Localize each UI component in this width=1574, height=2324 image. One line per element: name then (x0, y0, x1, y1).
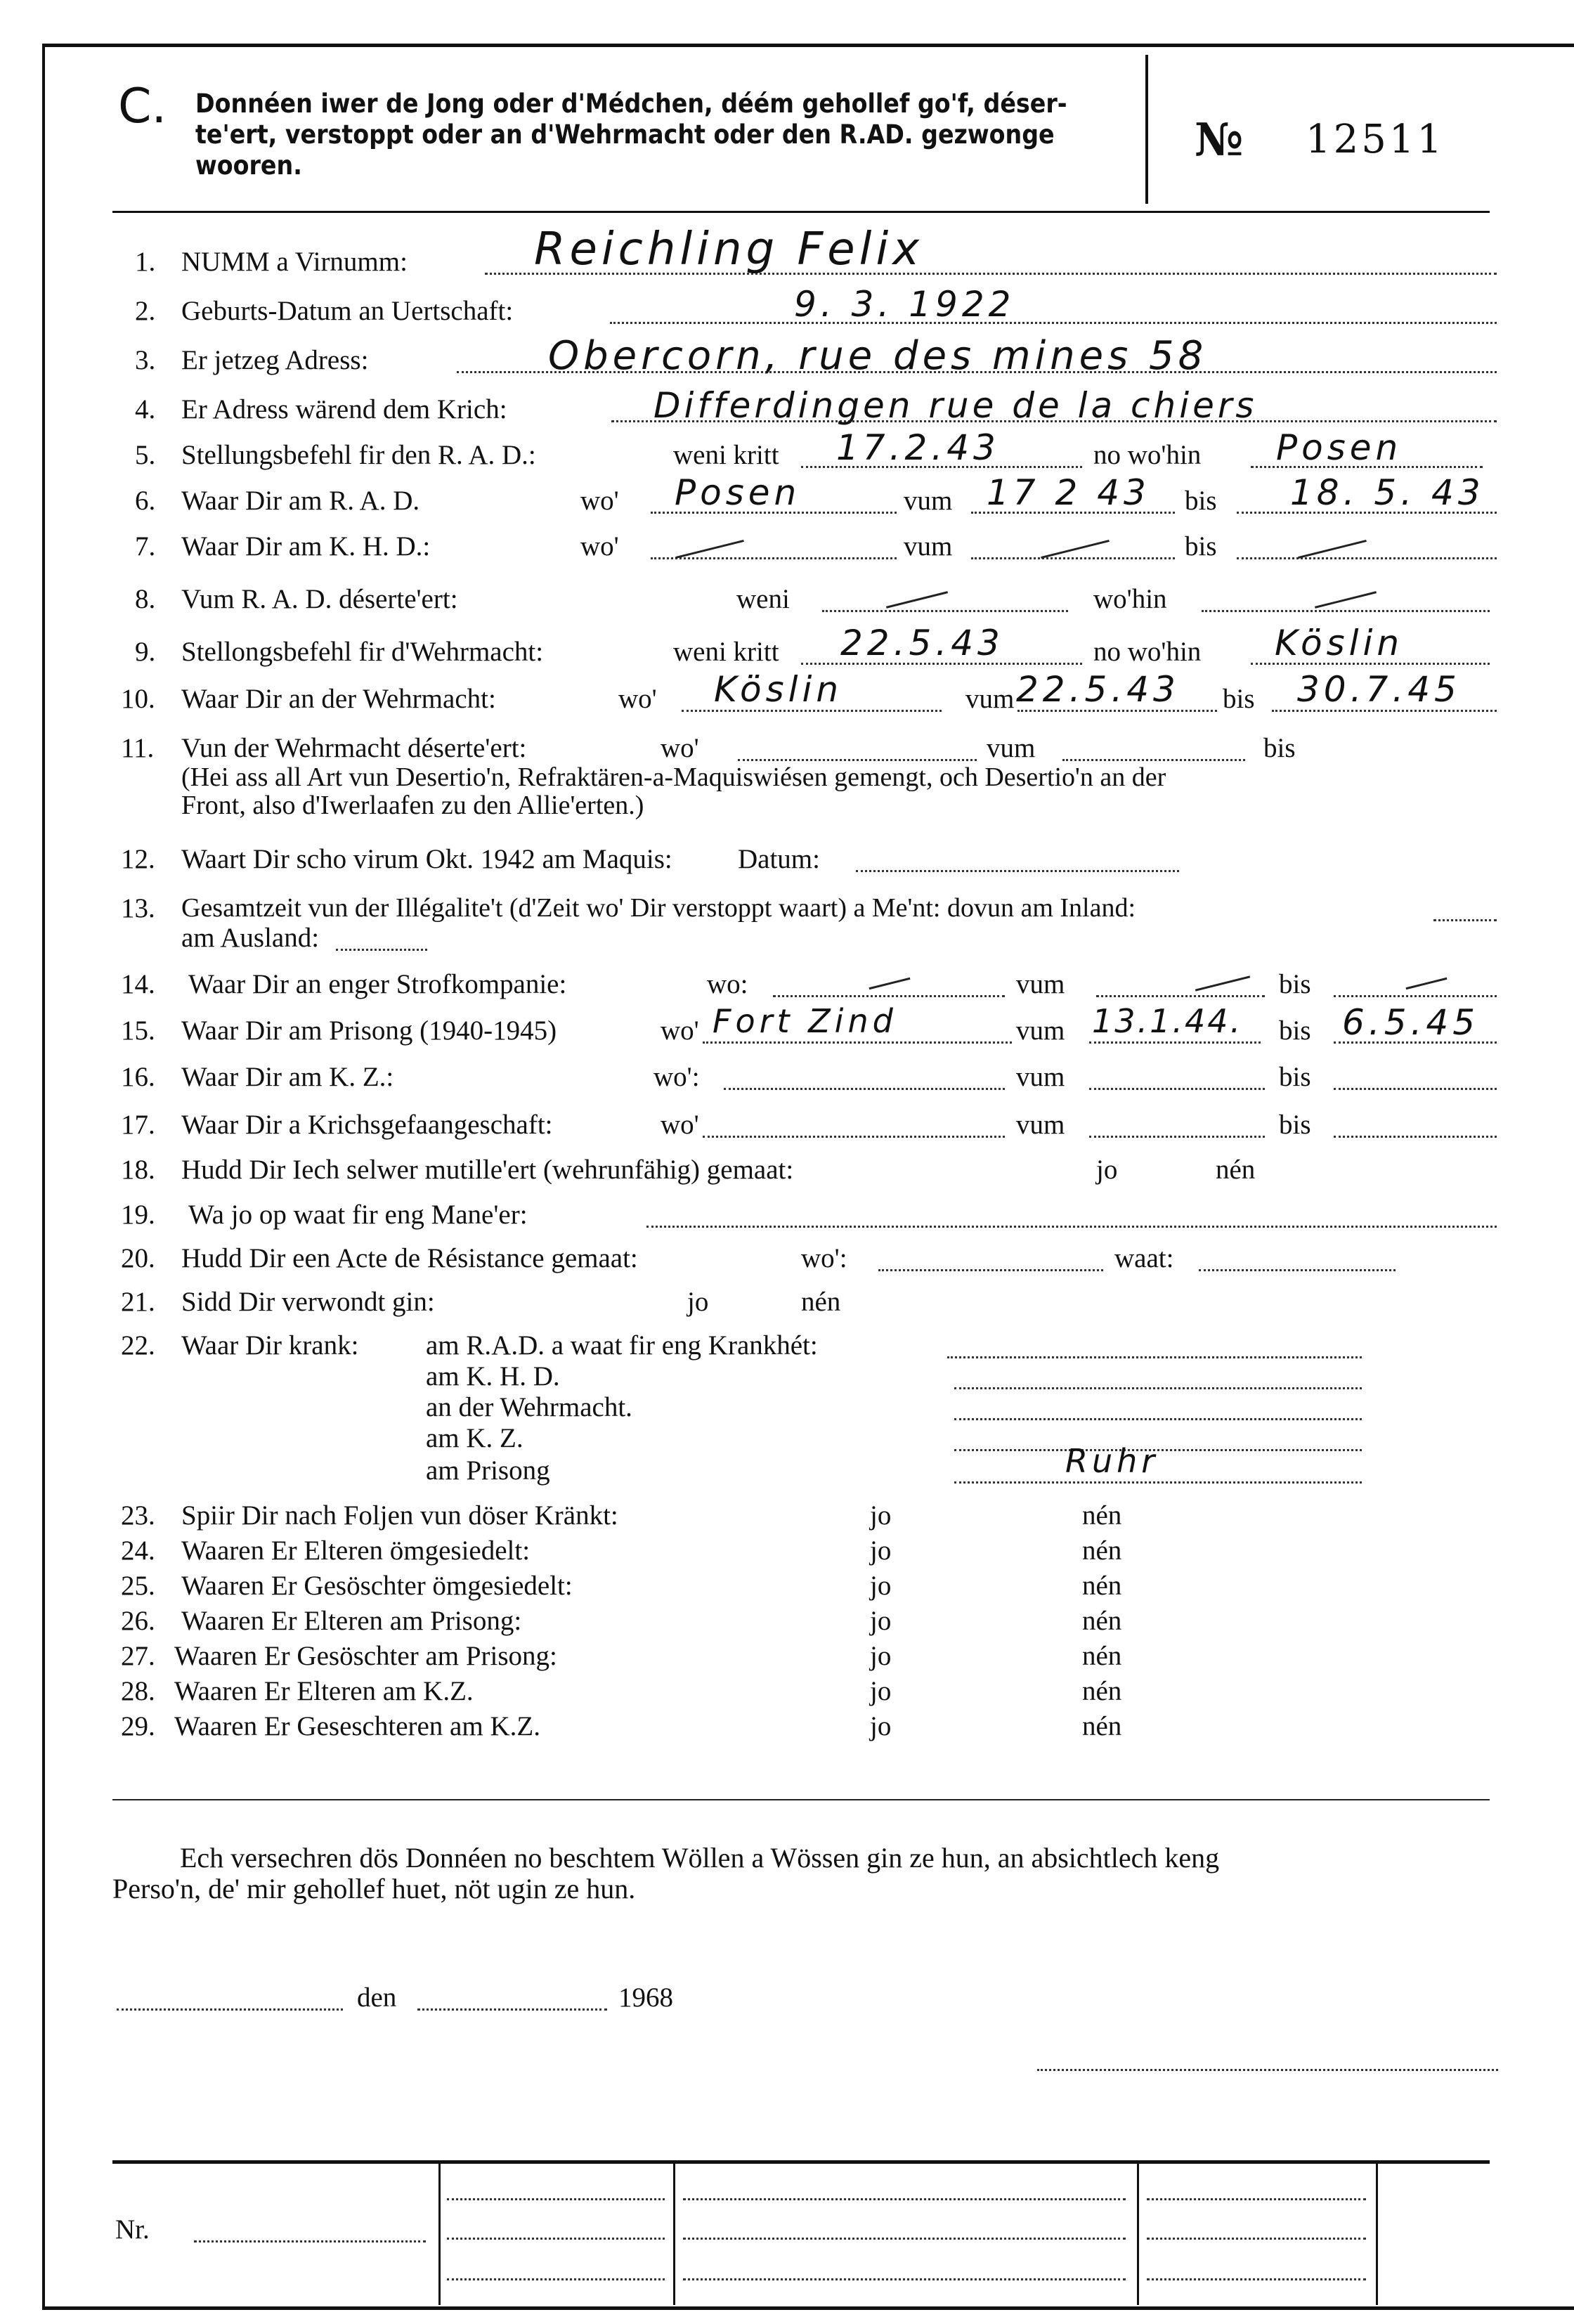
row-8-num: 8. (135, 584, 156, 614)
row-21-num: 21. (121, 1287, 155, 1317)
row-19-label: Wa jo op waat fir eng Mane'er: (188, 1200, 528, 1230)
row-18-no[interactable]: nén (1216, 1155, 1256, 1185)
row-7-field-a[interactable] (651, 557, 897, 559)
header-divider (1145, 55, 1148, 204)
declaration-rule (112, 1799, 1490, 1800)
rad-from-handwritten: 17 2 43 (987, 472, 1150, 513)
row-27-label: Waaren Er Gesöschter am Prisong: (174, 1641, 557, 1671)
row-15-a: wo' (661, 1015, 699, 1046)
row-11-note-2: Front, also d'Iwerlaafen zu den Allie'erten.) (181, 791, 644, 820)
row-22-field-khd[interactable] (954, 1387, 1362, 1389)
den-label: den (357, 1982, 397, 2013)
prison-to-handwritten: 6.5.45 (1342, 1002, 1480, 1043)
row-14-field-a[interactable] (773, 995, 1005, 997)
row-18-yes[interactable]: jo (1096, 1155, 1118, 1185)
row-21-label: Sidd Dir verwondt gin: (181, 1287, 435, 1317)
row-7-field-b[interactable] (971, 557, 1175, 559)
row-14-c: bis (1279, 969, 1311, 999)
row-10-field-b[interactable] (1017, 710, 1217, 712)
row-28-label: Waaren Er Elteren am K.Z. (174, 1676, 474, 1706)
form-title-line-1: Donnéen iwer de Jong oder d'Médchen, déém gehollef go'f, déser- (195, 89, 1067, 119)
footer-col-1 (438, 2163, 441, 2305)
footer-col-2 (673, 2163, 675, 2305)
footer-field-c1[interactable] (1147, 2198, 1366, 2200)
row-1-num: 1. (135, 247, 156, 277)
row-15-field-a[interactable] (703, 1041, 1012, 1044)
date-field[interactable] (417, 2008, 607, 2011)
row-8-a: weni (736, 584, 790, 614)
footer-field-a2[interactable] (447, 2238, 665, 2240)
row-16-c: bis (1279, 1062, 1311, 1092)
row-22-field-rad[interactable] (947, 1356, 1362, 1358)
row-27-yes[interactable]: jo (870, 1641, 892, 1671)
footer-field-c2[interactable] (1147, 2238, 1366, 2240)
footer-field-b3[interactable] (683, 2278, 1126, 2280)
row-25-label: Waaren Er Gesöschter ömgesiedelt: (181, 1571, 573, 1601)
row-29-no[interactable]: nén (1082, 1711, 1122, 1741)
row-16-field-c[interactable] (1334, 1088, 1497, 1090)
row-15-num: 15. (121, 1015, 155, 1046)
row-2-field[interactable] (610, 322, 1497, 324)
row-20-field-a[interactable] (878, 1269, 1103, 1271)
row-22-rad: am R.A.D. a waat fir eng Krankhét: (426, 1330, 818, 1361)
row-21-no[interactable]: nén (801, 1287, 841, 1317)
row-13-cont: am Ausland: (181, 923, 320, 953)
declaration-line-1: Ech versechren dös Donnéen no beschtem Wöllen a Wössen gin ze hun, an absichtlech keng (180, 1842, 1220, 1874)
form-title-line-3: wooren. (195, 150, 302, 181)
row-22-num: 22. (121, 1330, 155, 1361)
row-22-sub-3: am K. Z. (426, 1423, 523, 1453)
row-26-yes[interactable]: jo (870, 1606, 892, 1636)
row-20-b: waat: (1114, 1243, 1174, 1273)
row-16-field-b[interactable] (1089, 1088, 1265, 1090)
footer-col-3 (1137, 2163, 1139, 2305)
row-28-num: 28. (121, 1676, 155, 1706)
row-16-a: wo': (653, 1062, 700, 1092)
row-17-field-a[interactable] (703, 1136, 1005, 1138)
row-15-b: vum (1016, 1015, 1065, 1046)
row-14-label: Waar Dir an enger Strofkompanie: (188, 969, 567, 999)
form-letter: C. (118, 79, 167, 134)
row-20-label: Hudd Dir een Acte de Résistance gemaat: (181, 1243, 638, 1273)
wm-order-where-handwritten: Köslin (1275, 623, 1404, 663)
row-13-label: Gesamtzeit vun der Illégalite't (d'Zeit wo' Dir verstoppt waart) a Me'nt: dovun am Inland: (181, 893, 1136, 923)
row-9-b: no wo'hin (1093, 637, 1202, 667)
row-17-label: Waar Dir a Krichsgefaangeschaft: (181, 1110, 553, 1140)
row-12-a: Datum: (738, 844, 820, 874)
row-20-a: wo': (801, 1243, 847, 1273)
row-6-a: wo' (580, 486, 619, 516)
row-10-a: wo' (618, 684, 657, 714)
row-2-num: 2. (135, 296, 156, 326)
row-7-num: 7. (135, 531, 156, 561)
row-7-field-c[interactable] (1237, 557, 1497, 559)
row-12-field[interactable] (856, 870, 1179, 872)
row-17-field-c[interactable] (1334, 1136, 1497, 1138)
rad-order-where-handwritten: Posen (1276, 427, 1403, 468)
row-6-label: Waar Dir am R. A. D. (181, 486, 420, 516)
wm-to-handwritten: 30.7.45 (1297, 669, 1461, 710)
row-16-num: 16. (121, 1062, 155, 1092)
row-9-label: Stellongsbefehl fir d'Wehrmacht: (181, 637, 544, 667)
row-5-label: Stellungsbefehl fir den R. A. D.: (181, 440, 536, 470)
form-title-line-2: te'ert, verstoppt oder an d'Wehrmacht oder den R.AD. gezwonge (195, 119, 1055, 150)
row-24-yes[interactable]: jo (870, 1536, 892, 1566)
row-5-a: weni kritt (673, 440, 779, 470)
row-7-label: Waar Dir am K. H. D.: (181, 531, 431, 561)
row-17-num: 17. (121, 1110, 155, 1140)
row-10-field-a[interactable] (682, 710, 942, 712)
row-26-num: 26. (121, 1606, 155, 1636)
row-14-a: wo: (707, 969, 748, 999)
row-11-c: bis (1263, 733, 1296, 763)
row-11-num: 11. (121, 733, 155, 763)
row-13-field-ausland[interactable] (336, 949, 427, 951)
row-3-label: Er jetzeg Adress: (181, 345, 369, 375)
row-10-label: Waar Dir an der Wehrmacht: (181, 684, 496, 714)
row-14-num: 14. (121, 969, 155, 999)
row-10-field-c[interactable] (1272, 710, 1497, 712)
row-21-yes[interactable]: jo (687, 1287, 709, 1317)
rad-to-handwritten: 18. 5. 43 (1290, 472, 1485, 513)
prison-from-handwritten: 13.1.44. (1092, 1002, 1243, 1040)
row-23-label: Spiir Dir nach Foljen vun döser Kränkt: (181, 1500, 618, 1531)
row-22-sub-2: an der Wehrmacht. (426, 1392, 632, 1422)
row-18-label: Hudd Dir Iech selwer mutille'ert (wehrunfähig) gemaat: (181, 1155, 794, 1185)
row-28-no[interactable]: nén (1082, 1676, 1122, 1706)
row-4-label: Er Adress wärend dem Krich: (181, 394, 507, 424)
row-20-num: 20. (121, 1243, 155, 1273)
number-label: № (1195, 114, 1244, 167)
row-17-b: vum (1016, 1110, 1065, 1140)
place-field[interactable] (117, 2008, 343, 2011)
row-24-label: Waaren Er Elteren ömgesiedelt: (181, 1536, 531, 1566)
row-7-a: wo' (580, 531, 619, 561)
year-label: 1968 (618, 1982, 673, 2013)
row-25-no[interactable]: nén (1082, 1571, 1122, 1601)
row-23-yes[interactable]: jo (870, 1500, 892, 1531)
row-15-field-b[interactable] (1089, 1041, 1261, 1044)
row-16-b: vum (1016, 1062, 1065, 1092)
row-22-sub-1: am K. H. D. (426, 1361, 560, 1391)
row-8-b: wo'hin (1093, 584, 1167, 614)
row-17-field-b[interactable] (1089, 1136, 1265, 1138)
row-28-yes[interactable]: jo (870, 1676, 892, 1706)
row-27-no[interactable]: nén (1082, 1641, 1122, 1671)
row-15-label: Waar Dir am Prisong (1940-1945) (181, 1015, 557, 1046)
row-16-field-a[interactable] (724, 1088, 1005, 1090)
row-3-num: 3. (135, 345, 156, 375)
row-6-num: 6. (135, 486, 156, 516)
footer-field-a1[interactable] (447, 2198, 665, 2200)
row-20-field-b[interactable] (1199, 1269, 1396, 1271)
row-29-yes[interactable]: jo (870, 1711, 892, 1741)
row-8-field-a[interactable] (822, 610, 1068, 612)
war-address-handwritten: Differdingen rue de la chiers (653, 385, 1258, 426)
row-14-field-b[interactable] (1096, 995, 1265, 997)
row-6-b: vum (904, 486, 953, 516)
row-5-num: 5. (135, 440, 156, 470)
row-29-num: 29. (121, 1711, 155, 1741)
header-rule (112, 211, 1490, 213)
footer-nr-field[interactable] (194, 2240, 426, 2242)
row-10-c: bis (1223, 684, 1255, 714)
row-11-field-b[interactable] (1062, 759, 1245, 761)
row-22-sub-4: am Prisong (426, 1455, 550, 1486)
footer-field-b2[interactable] (683, 2238, 1126, 2240)
row-11-field-a[interactable] (738, 759, 977, 761)
row-10-b: vum (965, 684, 1015, 714)
row-19-field[interactable] (646, 1226, 1497, 1228)
row-1-label: NUMM a Virnumm: (181, 247, 408, 277)
row-26-label: Waaren Er Elteren am Prisong: (181, 1606, 522, 1636)
wm-order-date-handwritten: 22.5.43 (840, 623, 1004, 663)
row-13-field-inland[interactable] (1433, 919, 1497, 921)
row-8-label: Vum R. A. D. déserte'ert: (181, 584, 458, 614)
row-11-label: Vun der Wehrmacht déserte'ert: (181, 733, 527, 763)
row-8-field-b[interactable] (1202, 610, 1490, 612)
illness-prison-handwritten: Ruhr (1065, 1442, 1159, 1480)
row-11-b: vum (987, 733, 1036, 763)
footer-rule (112, 2160, 1490, 2164)
row-4-num: 4. (135, 394, 156, 424)
row-7-c: bis (1185, 531, 1217, 561)
row-25-num: 25. (121, 1571, 155, 1601)
row-6-c: bis (1185, 486, 1217, 516)
row-14-b: vum (1016, 969, 1065, 999)
row-9-num: 9. (135, 637, 156, 667)
footer-field-c3[interactable] (1147, 2278, 1366, 2280)
row-22-label: Waar Dir krank: (181, 1330, 359, 1361)
row-11-note-1: (Hei ass all Art vun Desertio'n, Refraktären-a-Maquiswiésen gemengt, och Desertio'n an der (181, 762, 1166, 792)
row-9-a: weni kritt (673, 637, 779, 667)
row-14-field-c[interactable] (1334, 995, 1497, 997)
row-12-num: 12. (121, 844, 155, 874)
row-24-num: 24. (121, 1536, 155, 1566)
row-22-field-wm[interactable] (954, 1418, 1362, 1420)
signature-field[interactable] (1037, 2069, 1498, 2071)
rad-order-date-handwritten: 17.2.43 (836, 427, 1000, 468)
row-27-num: 27. (121, 1641, 155, 1671)
row-19-num: 19. (121, 1200, 155, 1230)
row-26-no[interactable]: nén (1082, 1606, 1122, 1636)
row-11-a: wo' (661, 733, 699, 763)
row-10-num: 10. (121, 684, 155, 714)
form-number: 12511 (1306, 117, 1445, 162)
row-13-num: 13. (121, 893, 155, 923)
name-handwritten: Reichling Felix (534, 223, 924, 275)
birth-handwritten: 9. 3. 1922 (794, 284, 1015, 325)
row-29-label: Waaren Er Geseschteren am K.Z. (174, 1711, 540, 1741)
row-15-c: bis (1279, 1015, 1311, 1046)
row-2-label: Geburts-Datum an Uertschaft: (181, 296, 514, 326)
row-23-num: 23. (121, 1500, 155, 1531)
footer-field-a3[interactable] (447, 2278, 665, 2280)
footer-col-4 (1376, 2163, 1378, 2305)
row-22-field-prison[interactable] (954, 1481, 1362, 1484)
row-24-no[interactable]: nén (1082, 1536, 1122, 1566)
row-17-c: bis (1279, 1110, 1311, 1140)
declaration-line-2: Perso'n, de' mir gehollef huet, nöt ugin ze hun. (112, 1873, 636, 1904)
wm-where-handwritten: Köslin (714, 669, 843, 710)
row-23-no[interactable]: nén (1082, 1500, 1122, 1531)
prison-where-handwritten: Fort Zind (713, 1002, 897, 1040)
row-18-num: 18. (121, 1155, 155, 1185)
row-17-a: wo' (661, 1110, 699, 1140)
row-16-label: Waar Dir am K. Z.: (181, 1062, 394, 1092)
row-7-b: vum (904, 531, 953, 561)
wm-from-handwritten: 22.5.43 (1016, 669, 1180, 710)
rad-where-handwritten: Posen (675, 472, 801, 513)
row-25-yes[interactable]: jo (870, 1571, 892, 1601)
address-handwritten: Obercorn, rue des mines 58 (548, 333, 1208, 379)
row-12-label: Waart Dir scho virum Okt. 1942 am Maquis: (181, 844, 672, 874)
footer-nr-label: Nr. (115, 2214, 150, 2245)
footer-field-b1[interactable] (683, 2198, 1126, 2200)
row-5-b: no wo'hin (1093, 440, 1202, 470)
